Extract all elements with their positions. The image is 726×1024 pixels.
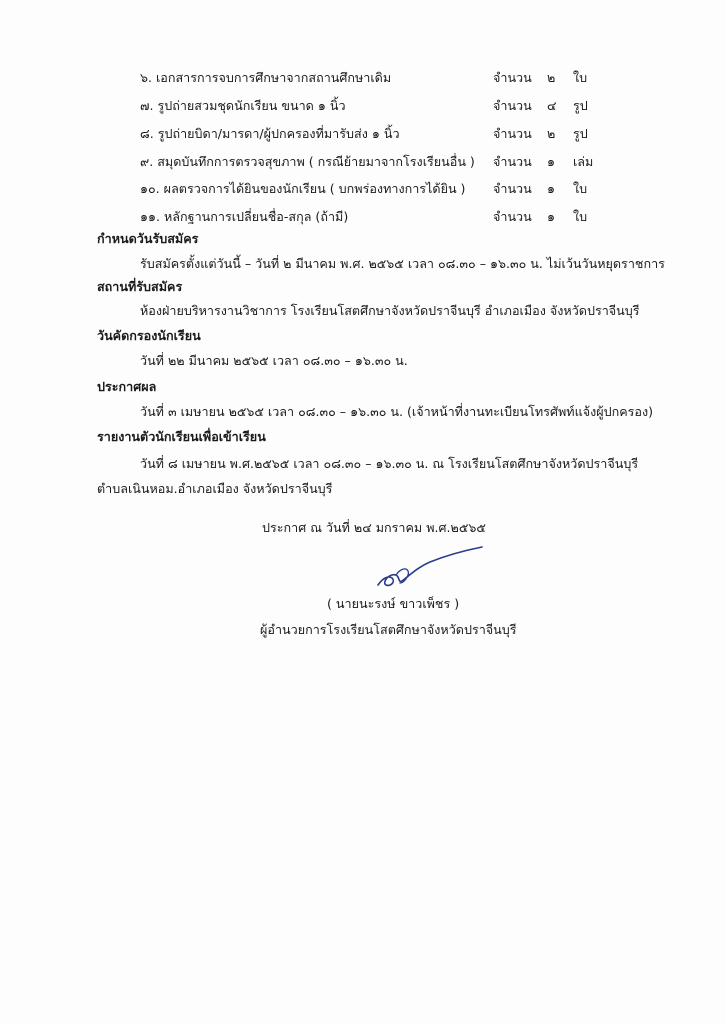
screening-heading: วันคัดกรองนักเรียน <box>97 328 201 343</box>
list-item <box>140 128 600 146</box>
item-text: ๖. เอกสารการจบการศึกษาจากสถานศึกษาเดิม <box>140 70 392 85</box>
report-heading: รายงานตัวนักเรียนเพื่อเข้าเรียน <box>97 429 266 444</box>
item-unit: รูป <box>573 98 588 113</box>
signature <box>370 545 490 595</box>
item-count: ๔ <box>547 98 557 113</box>
item-amount-label: จำนวน <box>493 126 532 141</box>
item-unit: ใบ <box>573 209 588 224</box>
list-item <box>140 183 600 201</box>
item-unit: ใบ <box>573 70 588 85</box>
report-text-line2: ตำบลเนินหอม.อำเภอเมือง จังหวัดปราจีนบุรี <box>97 481 333 496</box>
item-count: ๒ <box>547 126 556 141</box>
registration-period-heading: กำหนดวันรับสมัคร <box>97 231 199 246</box>
item-unit: รูป <box>573 126 588 141</box>
list-item <box>140 211 600 229</box>
item-text: ๑๑. หลักฐานการเปลี่ยนชื่อ-สกุล (ถ้ามี) <box>140 209 349 224</box>
item-count: ๒ <box>547 70 556 85</box>
announcement-heading: ประกาศผล <box>97 379 157 394</box>
list-item <box>140 156 600 174</box>
signer-position: ผู้อำนวยการโรงเรียนโสตศึกษาจังหวัดปราจีนบุรี <box>260 622 517 637</box>
item-text: ๙. สมุดบันทึกการตรวจสุขภาพ ( กรณีย้ายมาจากโรงเรียนอื่น ) <box>140 154 475 169</box>
registration-period-text: รับสมัครตั้งแต่วันนี้ – วันที่ ๒ มีนาคม พ.ศ. ๒๕๖๕ เวลา ๐๘.๓๐ – ๑๖.๓๐ น. ไม่เว้นวันหยุดราชการ <box>140 256 665 271</box>
list-item <box>140 72 600 90</box>
item-text: ๑๐. ผลตรวจการได้ยินของนักเรียน ( บกพร่องทางการได้ยิน ) <box>140 181 466 196</box>
registration-place-text: ห้องฝ่ายบริหารงานวิชาการ โรงเรียนโสตศึกษาจังหวัดปราจีนบุรี อำเภอเมือง จังหวัดปราจีนบุรี <box>140 303 640 318</box>
list-item <box>140 100 600 118</box>
item-amount-label: จำนวน <box>493 209 532 224</box>
announcement-text: วันที่ ๓ เมษายน ๒๕๖๕ เวลา ๐๘.๓๐ – ๑๖.๓๐ น. (เจ้าหน้าที่งานทะเบียนโทรศัพท์แจ้งผู้ปกครอง) <box>140 404 654 419</box>
item-amount-label: จำนวน <box>493 154 532 169</box>
item-text: ๗. รูปถ่ายสวมชุดนักเรียน ขนาด ๑ นิ้ว <box>140 98 346 113</box>
item-count: ๑ <box>547 181 555 196</box>
item-count: ๑ <box>547 154 555 169</box>
item-count: ๑ <box>547 209 555 224</box>
signer-name: ( นายนะรงษ์ ขาวเพ็ชร ) <box>327 596 460 611</box>
registration-place-heading: สถานที่รับสมัคร <box>97 279 183 294</box>
item-amount-label: จำนวน <box>493 70 532 85</box>
item-unit: ใบ <box>573 181 588 196</box>
report-text-line1: วันที่ ๘ เมษายน พ.ศ.๒๕๖๕ เวลา ๐๘.๓๐ – ๑๖.๓๐ น. ณ โรงเรียนโสตศึกษาจังหวัดปราจีนบุรี <box>140 456 639 471</box>
item-amount-label: จำนวน <box>493 181 532 196</box>
announce-date: ประกาศ ณ วันที่ ๒๔ มกราคม พ.ศ.๒๕๖๕ <box>262 520 486 535</box>
item-text: ๘. รูปถ่ายบิดา/มารดา/ผู้ปกครองที่มารับส่ง ๑ นิ้ว <box>140 126 400 141</box>
item-unit: เล่ม <box>573 154 594 169</box>
screening-text: วันที่ ๒๒ มีนาคม ๒๕๖๕ เวลา ๐๘.๓๐ – ๑๖.๓๐ น. <box>140 353 408 368</box>
item-amount-label: จำนวน <box>493 98 532 113</box>
